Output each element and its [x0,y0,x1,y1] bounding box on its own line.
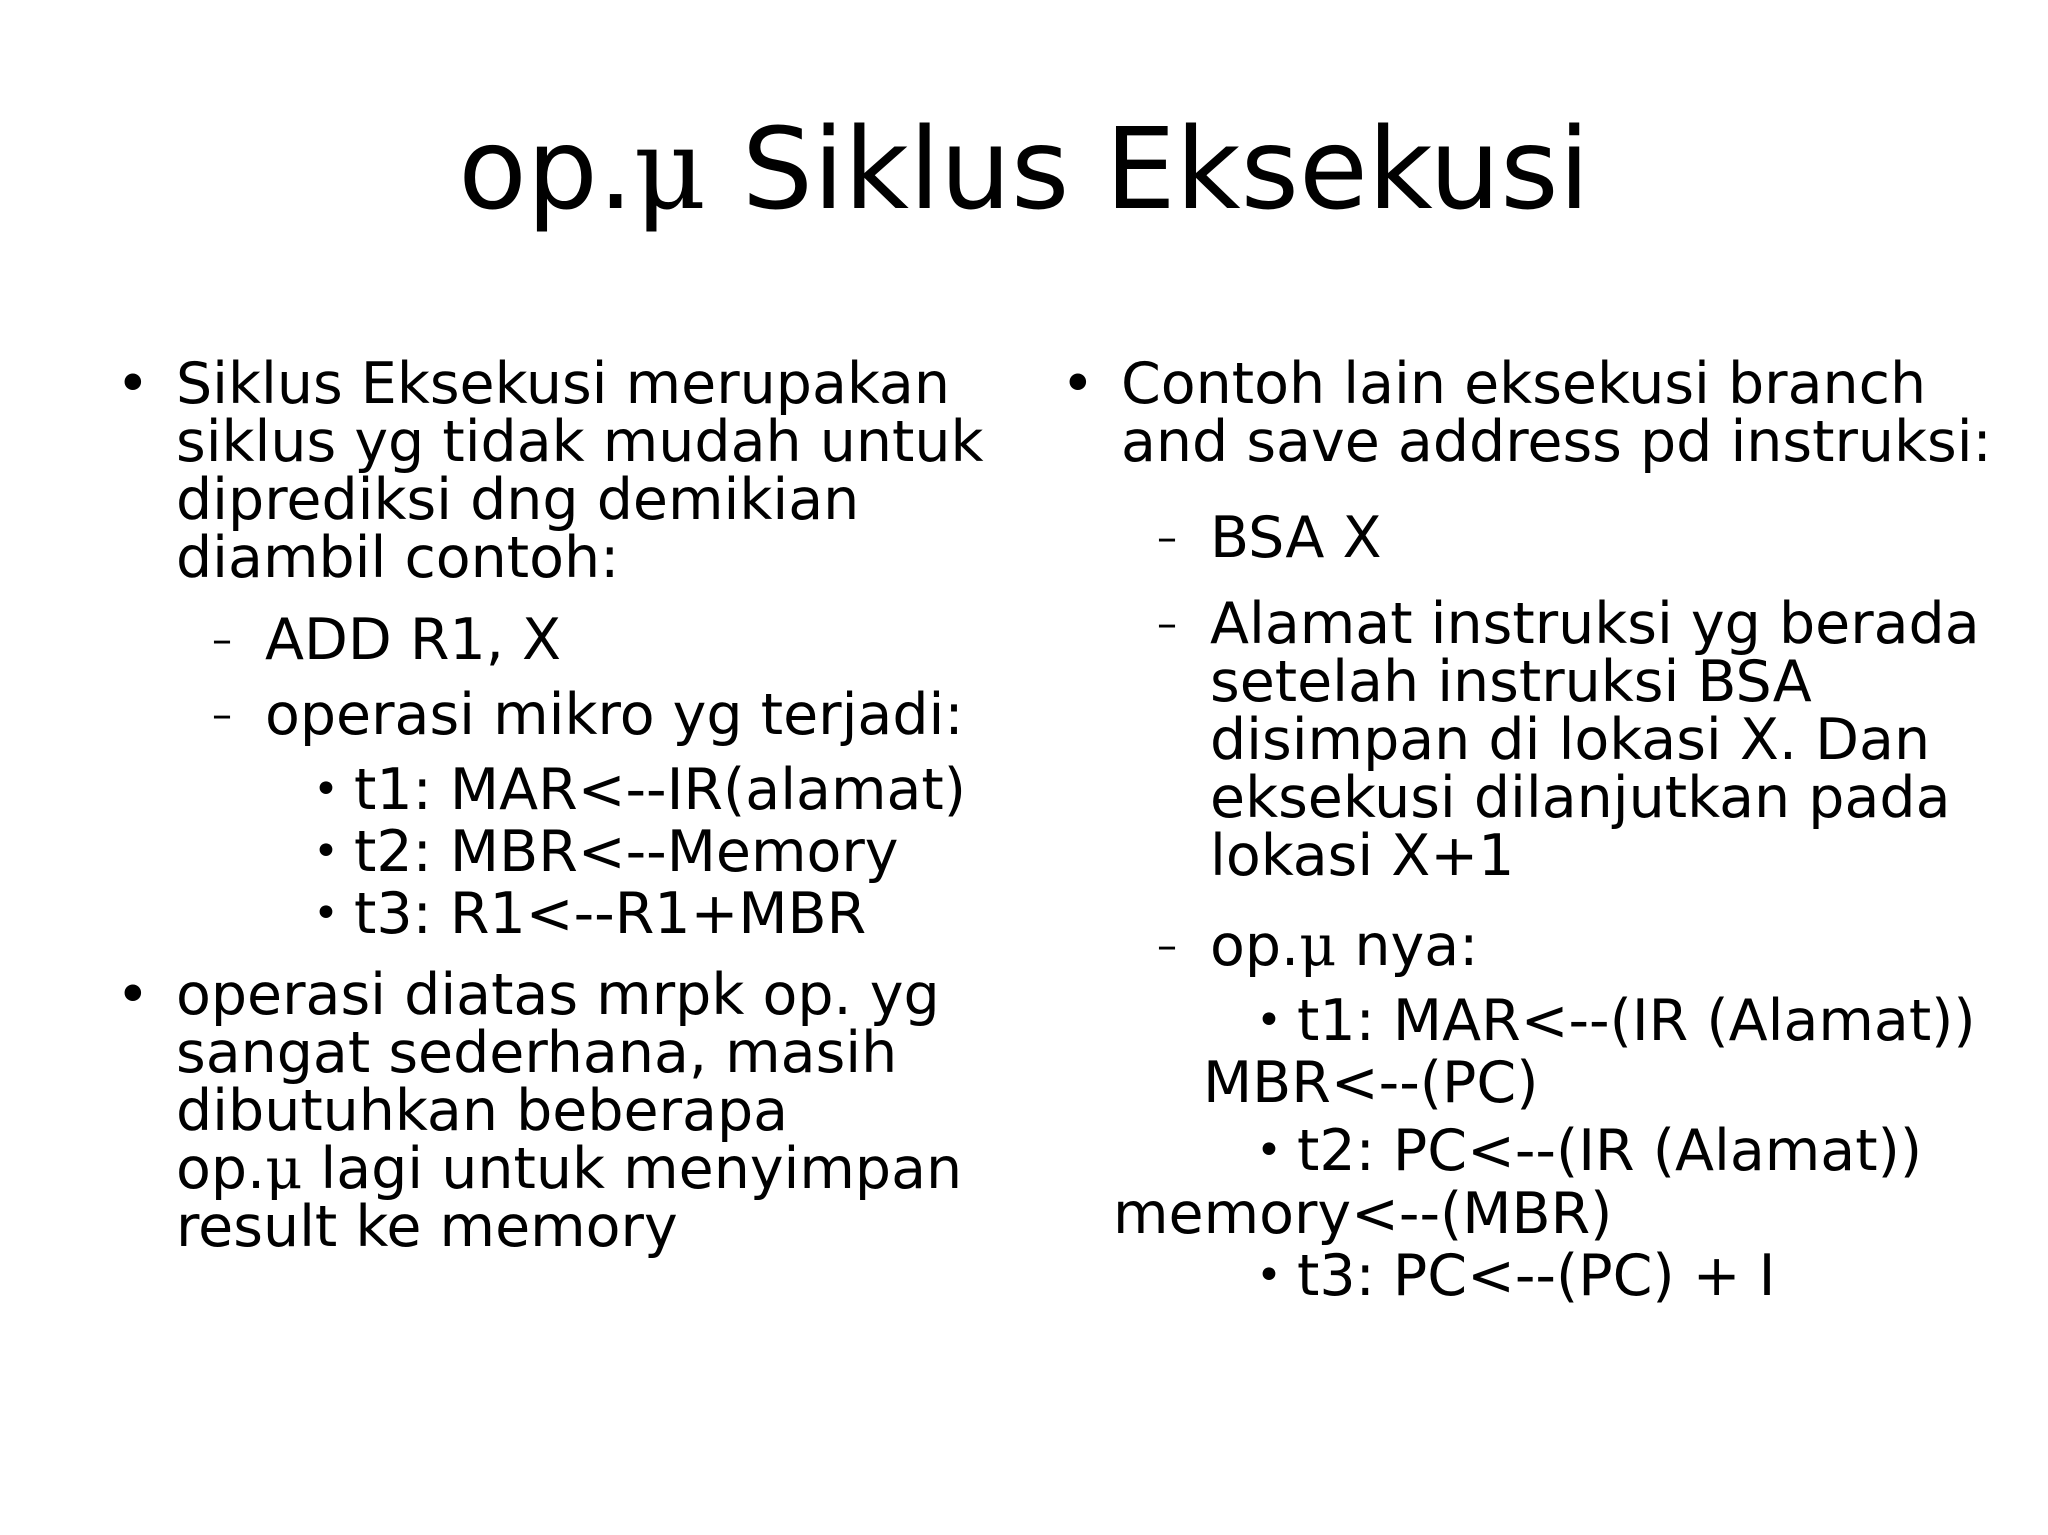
right-sub3-pre: op. [1210,913,1300,979]
title-post: Siklus Eksekusi [706,105,1590,235]
right-sub1-marker: – [1157,515,1177,561]
right-sub3-post: nya: [1336,913,1479,979]
right-sub2-marker: – [1157,601,1177,647]
left-sub2-marker: – [212,692,232,738]
right-op1-text: t1: MAR<--(IR (Alamat)) [1297,988,1976,1054]
right-sub2-line1: Alamat instruksi yg berada [1210,591,1980,657]
left-bullet1-marker: • [116,351,150,417]
left-bullet2-line1: operasi diatas mrpk op. yg [176,962,940,1028]
right-op1-wrap: MBR<--(PC) [1203,1050,1539,1116]
left-bullet1-line3: diprediksi dng demikian [176,467,860,533]
right-op3-marker: • [1256,1250,1282,1301]
right-bullet1-line2: and save address pd instruksi: [1121,409,1992,475]
right-bullet1-line1: Contoh lain eksekusi branch [1121,351,1927,417]
left-bullet2-line3: dibutuhkan beberapa [176,1078,789,1144]
left-bullet2-line4-post: lagi untuk menyimpan [302,1136,963,1202]
left-sub1-text: ADD R1, X [265,607,562,673]
left-bullet2-line4-pre: op. [176,1136,266,1202]
right-sub1-text: BSA X [1210,505,1382,571]
right-sub2-line2: setelah instruksi BSA [1210,649,1812,715]
left-sub2-text: operasi mikro yg terjadi: [265,682,964,748]
left-bullet2-line5: result ke memory [176,1194,678,1260]
slide-title [0,105,2048,235]
left-bullet1-line1: Siklus Eksekusi merupakan [176,351,950,417]
right-bullet1-marker: • [1061,351,1095,417]
left-op2-marker: • [313,826,339,877]
left-bullet2-line4 [176,1136,963,1202]
right-sub2-line5: lokasi X+1 [1210,823,1515,889]
left-op1-text: t1: MAR<--IR(alamat) [354,757,966,823]
right-op3-text: t3: PC<--(PC) + I [1297,1243,1776,1309]
left-op1-marker: • [313,764,339,815]
left-bullet1-line4: diambil contoh: [176,525,620,591]
right-sub3-mu: μ [1299,913,1337,979]
right-op2-marker: • [1256,1125,1282,1176]
left-bullet2-line4-mu: μ [265,1136,303,1202]
left-bullet2-line2: sangat sederhana, masih [176,1020,898,1086]
left-op3-marker: • [313,888,339,939]
left-op2-text: t2: MBR<--Memory [354,819,899,885]
right-sub2-line3: disimpan di lokasi X. Dan [1210,707,1931,773]
title-mu: μ [633,105,707,235]
right-sub2-line4: eksekusi dilanjutkan pada [1210,765,1951,831]
right-op1-marker: • [1256,995,1282,1046]
title-pre: op. [458,105,634,235]
right-sub3-marker: – [1157,923,1177,969]
right-op2-text: t2: PC<--(IR (Alamat)) [1297,1118,1923,1184]
right-sub3-text [1210,913,1479,979]
left-sub1-marker: – [212,617,232,663]
right-op2-wrap: memory<--(MBR) [1113,1181,1613,1247]
left-bullet1-line2: siklus yg tidak mudah untuk [176,409,984,475]
left-bullet2-marker: • [116,962,150,1028]
left-op3-text: t3: R1<--R1+MBR [354,881,867,947]
